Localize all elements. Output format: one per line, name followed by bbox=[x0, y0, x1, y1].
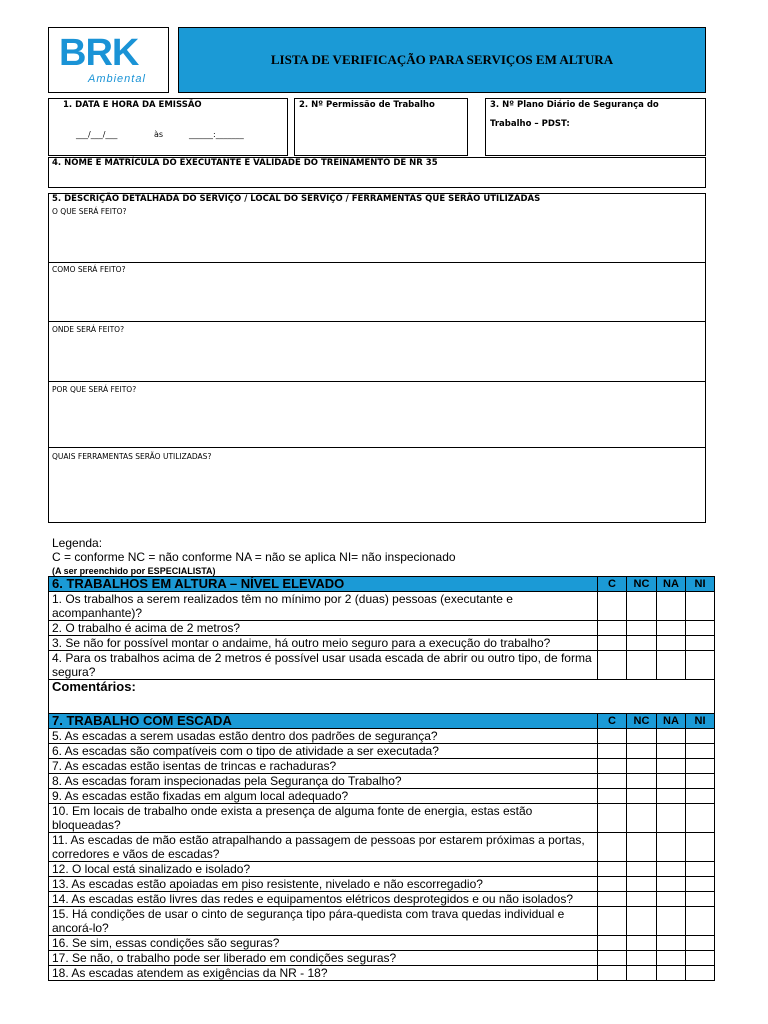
checklist-question: 8. As escadas foram inspecionadas pela Segurança do Trabalho? bbox=[49, 774, 598, 789]
checklist-question: 5. As escadas a serem usadas estão dentro dos padrões de segurança? bbox=[49, 729, 598, 744]
checkbox-cell-na[interactable] bbox=[657, 744, 686, 759]
checkbox-cell-c[interactable] bbox=[598, 833, 627, 862]
section-description-label: 5. DESCRIÇÃO DETALHADA DO SERVIÇO / LOCAL DO SERVIÇO / FERRAMENTAS QUE SERÃO UTILIZADAS bbox=[52, 194, 541, 204]
checkbox-cell-na[interactable] bbox=[657, 951, 686, 966]
field-work-permit-label: 2. Nº Permissão de Trabalho bbox=[299, 100, 435, 110]
checkbox-cell-ni[interactable] bbox=[686, 951, 715, 966]
field-work-permit[interactable] bbox=[294, 98, 468, 156]
checkbox-cell-na[interactable] bbox=[657, 759, 686, 774]
checklist-question: 17. Se não, o trabalho pode ser liberado em condições seguras? bbox=[49, 951, 598, 966]
checklist-row bbox=[49, 636, 715, 651]
checklist-row bbox=[49, 759, 715, 774]
checkbox-cell-na[interactable] bbox=[657, 907, 686, 936]
question-why: POR QUE SERÁ FEITO? bbox=[52, 385, 137, 394]
section-title: 6. TRABALHOS EM ALTURA – NÍVEL ELEVADO bbox=[49, 577, 598, 592]
logo-box bbox=[48, 27, 169, 93]
checkbox-cell-na[interactable] bbox=[657, 804, 686, 833]
column-header-c: C bbox=[598, 714, 627, 729]
title-banner bbox=[178, 27, 706, 93]
checkbox-cell-ni[interactable] bbox=[686, 651, 715, 680]
checkbox-cell-nc[interactable] bbox=[627, 862, 657, 877]
checkbox-cell-c[interactable] bbox=[598, 621, 627, 636]
section-title: 7. TRABALHO COM ESCADA bbox=[49, 714, 598, 729]
section-description bbox=[48, 193, 706, 523]
checkbox-cell-c[interactable] bbox=[598, 936, 627, 951]
checkbox-cell-ni[interactable] bbox=[686, 804, 715, 833]
checkbox-cell-nc[interactable] bbox=[627, 877, 657, 892]
checkbox-cell-nc[interactable] bbox=[627, 907, 657, 936]
divider bbox=[49, 262, 705, 263]
checkbox-cell-nc[interactable] bbox=[627, 936, 657, 951]
checkbox-cell-nc[interactable] bbox=[627, 651, 657, 680]
question-what: O QUE SERÁ FEITO? bbox=[52, 207, 127, 216]
checkbox-cell-c[interactable] bbox=[598, 592, 627, 621]
checkbox-cell-ni[interactable] bbox=[686, 907, 715, 936]
checklist-row bbox=[49, 774, 715, 789]
column-header-nc: NC bbox=[627, 714, 657, 729]
checkbox-cell-na[interactable] bbox=[657, 636, 686, 651]
checkbox-cell-na[interactable] bbox=[657, 877, 686, 892]
checkbox-cell-nc[interactable] bbox=[627, 744, 657, 759]
checkbox-cell-na[interactable] bbox=[657, 966, 686, 981]
checklist-row bbox=[49, 966, 715, 981]
field-date-time[interactable] bbox=[48, 98, 288, 156]
comments-label: Comentários: bbox=[49, 680, 715, 714]
checkbox-cell-ni[interactable] bbox=[686, 592, 715, 621]
as-label: às bbox=[154, 130, 164, 139]
question-how: COMO SERÁ FEITO? bbox=[52, 265, 126, 274]
time-line: ______:_______ bbox=[189, 130, 244, 139]
checkbox-cell-ni[interactable] bbox=[686, 877, 715, 892]
date-line: ___/___/___ bbox=[76, 130, 118, 139]
checkbox-cell-ni[interactable] bbox=[686, 892, 715, 907]
checkbox-cell-nc[interactable] bbox=[627, 636, 657, 651]
checkbox-cell-c[interactable] bbox=[598, 862, 627, 877]
section-7-header bbox=[49, 714, 715, 729]
legend-note: (A ser preenchido por ESPECIALISTA) bbox=[52, 566, 216, 576]
checklist-question: 12. O local está sinalizado e isolado? bbox=[49, 862, 598, 877]
checkbox-cell-ni[interactable] bbox=[686, 729, 715, 744]
checkbox-cell-nc[interactable] bbox=[627, 804, 657, 833]
field-pdst-label-line1: 3. Nº Plano Diário de Segurança do bbox=[490, 100, 659, 110]
checklist-question: 1. Os trabalhos a serem realizados têm no mínimo por 2 (duas) pessoas (executante e acompanhante)? bbox=[49, 592, 598, 621]
checklist-row bbox=[49, 621, 715, 636]
divider bbox=[49, 321, 705, 322]
checklist-row bbox=[49, 907, 715, 936]
divider bbox=[49, 447, 705, 448]
checkbox-cell-c[interactable] bbox=[598, 966, 627, 981]
column-header-na: NA bbox=[657, 577, 686, 592]
column-header-c: C bbox=[598, 577, 627, 592]
checkbox-cell-nc[interactable] bbox=[627, 951, 657, 966]
checklist-question: 16. Se sim, essas condições são seguras? bbox=[49, 936, 598, 951]
divider bbox=[49, 381, 705, 382]
checkbox-cell-nc[interactable] bbox=[627, 621, 657, 636]
checklist-row bbox=[49, 833, 715, 862]
checklist-row bbox=[49, 592, 715, 621]
checklist-question: 18. As escadas atendem as exigências da NR - 18? bbox=[49, 966, 598, 981]
checkbox-cell-c[interactable] bbox=[598, 729, 627, 744]
checkbox-cell-na[interactable] bbox=[657, 892, 686, 907]
section-6-header bbox=[49, 577, 715, 592]
field-executor[interactable] bbox=[48, 157, 706, 188]
checkbox-cell-ni[interactable] bbox=[686, 936, 715, 951]
checkbox-cell-c[interactable] bbox=[598, 892, 627, 907]
question-tools: QUAIS FERRAMENTAS SERÃO UTILIZADAS? bbox=[52, 452, 212, 461]
checkbox-cell-c[interactable] bbox=[598, 774, 627, 789]
checkbox-cell-c[interactable] bbox=[598, 907, 627, 936]
column-header-nc: NC bbox=[627, 577, 657, 592]
checklist-question: 14. As escadas estão livres das redes e equipamentos elétricos desprotegidos e ou não isolados? bbox=[49, 892, 598, 907]
checkbox-cell-ni[interactable] bbox=[686, 621, 715, 636]
checkbox-cell-c[interactable] bbox=[598, 877, 627, 892]
checklist-row bbox=[49, 729, 715, 744]
column-header-na: NA bbox=[657, 714, 686, 729]
checkbox-cell-nc[interactable] bbox=[627, 729, 657, 744]
logo-subtitle: Ambiental bbox=[88, 73, 146, 85]
checkbox-cell-nc[interactable] bbox=[627, 592, 657, 621]
checkbox-cell-nc[interactable] bbox=[627, 966, 657, 981]
checkbox-cell-nc[interactable] bbox=[627, 892, 657, 907]
checkbox-cell-c[interactable] bbox=[598, 636, 627, 651]
checklist-question: 3. Se não for possível montar o andaime, há outro meio seguro para a execução do trabalho? bbox=[49, 636, 598, 651]
logo-brand: BRK bbox=[59, 32, 139, 74]
checklist-question: 6. As escadas são compatíveis com o tipo de atividade a ser executada? bbox=[49, 744, 598, 759]
checklist-question: 4. Para os trabalhos acima de 2 metros é possível usar usada escada de abrir ou outro tipo, de forma segura? bbox=[49, 651, 598, 680]
question-where: ONDE SERÁ FEITO? bbox=[52, 325, 125, 334]
checkbox-cell-na[interactable] bbox=[657, 774, 686, 789]
checkbox-cell-nc[interactable] bbox=[627, 789, 657, 804]
checkbox-cell-c[interactable] bbox=[598, 789, 627, 804]
checklist-question: 2. O trabalho é acima de 2 metros? bbox=[49, 621, 598, 636]
legend-title: Legenda: bbox=[52, 536, 103, 550]
checkbox-cell-na[interactable] bbox=[657, 862, 686, 877]
checkbox-cell-na[interactable] bbox=[657, 621, 686, 636]
checkbox-cell-na[interactable] bbox=[657, 936, 686, 951]
field-date-time-label: 1. DATA E HORA DA EMISSÃO bbox=[63, 100, 202, 110]
checkbox-cell-na[interactable] bbox=[657, 651, 686, 680]
checkbox-cell-c[interactable] bbox=[598, 759, 627, 774]
checkbox-cell-nc[interactable] bbox=[627, 759, 657, 774]
checkbox-cell-ni[interactable] bbox=[686, 833, 715, 862]
checkbox-cell-ni[interactable] bbox=[686, 744, 715, 759]
column-header-ni: NI bbox=[686, 714, 715, 729]
checklist-row bbox=[49, 877, 715, 892]
page-title: LISTA DE VERIFICAÇÃO PARA SERVIÇOS EM ALTURA bbox=[270, 52, 614, 67]
checkbox-cell-c[interactable] bbox=[598, 651, 627, 680]
field-executor-label: 4. NOME E MATRÍCULA DO EXECUTANTE E VALIDADE DO TREINAMENTO DE NR 35 bbox=[52, 158, 438, 168]
checklist-question: 10. Em locais de trabalho onde exista a presença de alguma fonte de energia, estas estão bloqueadas? bbox=[49, 804, 598, 833]
checklist-question: 11. As escadas de mão estão atrapalhando a passagem de pessoas por estarem próximas a portas, corredores e vãos de escadas? bbox=[49, 833, 598, 862]
checkbox-cell-ni[interactable] bbox=[686, 636, 715, 651]
checkbox-cell-na[interactable] bbox=[657, 592, 686, 621]
field-pdst[interactable] bbox=[485, 98, 706, 156]
checkbox-cell-na[interactable] bbox=[657, 833, 686, 862]
checklist-row bbox=[49, 789, 715, 804]
checklist-row bbox=[49, 892, 715, 907]
checkbox-cell-nc[interactable] bbox=[627, 833, 657, 862]
legend bbox=[52, 536, 456, 578]
field-pdst-label-line2: Trabalho – PDST: bbox=[490, 119, 570, 129]
checklist-question: 13. As escadas estão apoiadas em piso resistente, nivelado e não escorregadio? bbox=[49, 877, 598, 892]
legend-text: C = conforme NC = não conforme NA = não se aplica NI= não inspecionado bbox=[52, 550, 456, 564]
checklist-row bbox=[49, 951, 715, 966]
checkbox-cell-ni[interactable] bbox=[686, 966, 715, 981]
checklist-table bbox=[48, 576, 715, 981]
column-header-ni: NI bbox=[686, 577, 715, 592]
checklist-question: 9. As escadas estão fixadas em algum local adequado? bbox=[49, 789, 598, 804]
comments-row[interactable] bbox=[49, 680, 715, 714]
checkbox-cell-na[interactable] bbox=[657, 729, 686, 744]
checkbox-cell-c[interactable] bbox=[598, 804, 627, 833]
checkbox-cell-ni[interactable] bbox=[686, 774, 715, 789]
checkbox-cell-nc[interactable] bbox=[627, 774, 657, 789]
checklist-row bbox=[49, 744, 715, 759]
checkbox-cell-c[interactable] bbox=[598, 744, 627, 759]
checkbox-cell-ni[interactable] bbox=[686, 862, 715, 877]
checklist-question: 15. Há condições de usar o cinto de segurança tipo pára-quedista com trava quedas individual e ancorá-lo? bbox=[49, 907, 598, 936]
checkbox-cell-ni[interactable] bbox=[686, 789, 715, 804]
checkbox-cell-na[interactable] bbox=[657, 789, 686, 804]
checkbox-cell-c[interactable] bbox=[598, 951, 627, 966]
checklist-row bbox=[49, 804, 715, 833]
checklist-row bbox=[49, 936, 715, 951]
checkbox-cell-ni[interactable] bbox=[686, 759, 715, 774]
checklist-row bbox=[49, 862, 715, 877]
checklist-row bbox=[49, 651, 715, 680]
checklist-question: 7. As escadas estão isentas de trincas e rachaduras? bbox=[49, 759, 598, 774]
